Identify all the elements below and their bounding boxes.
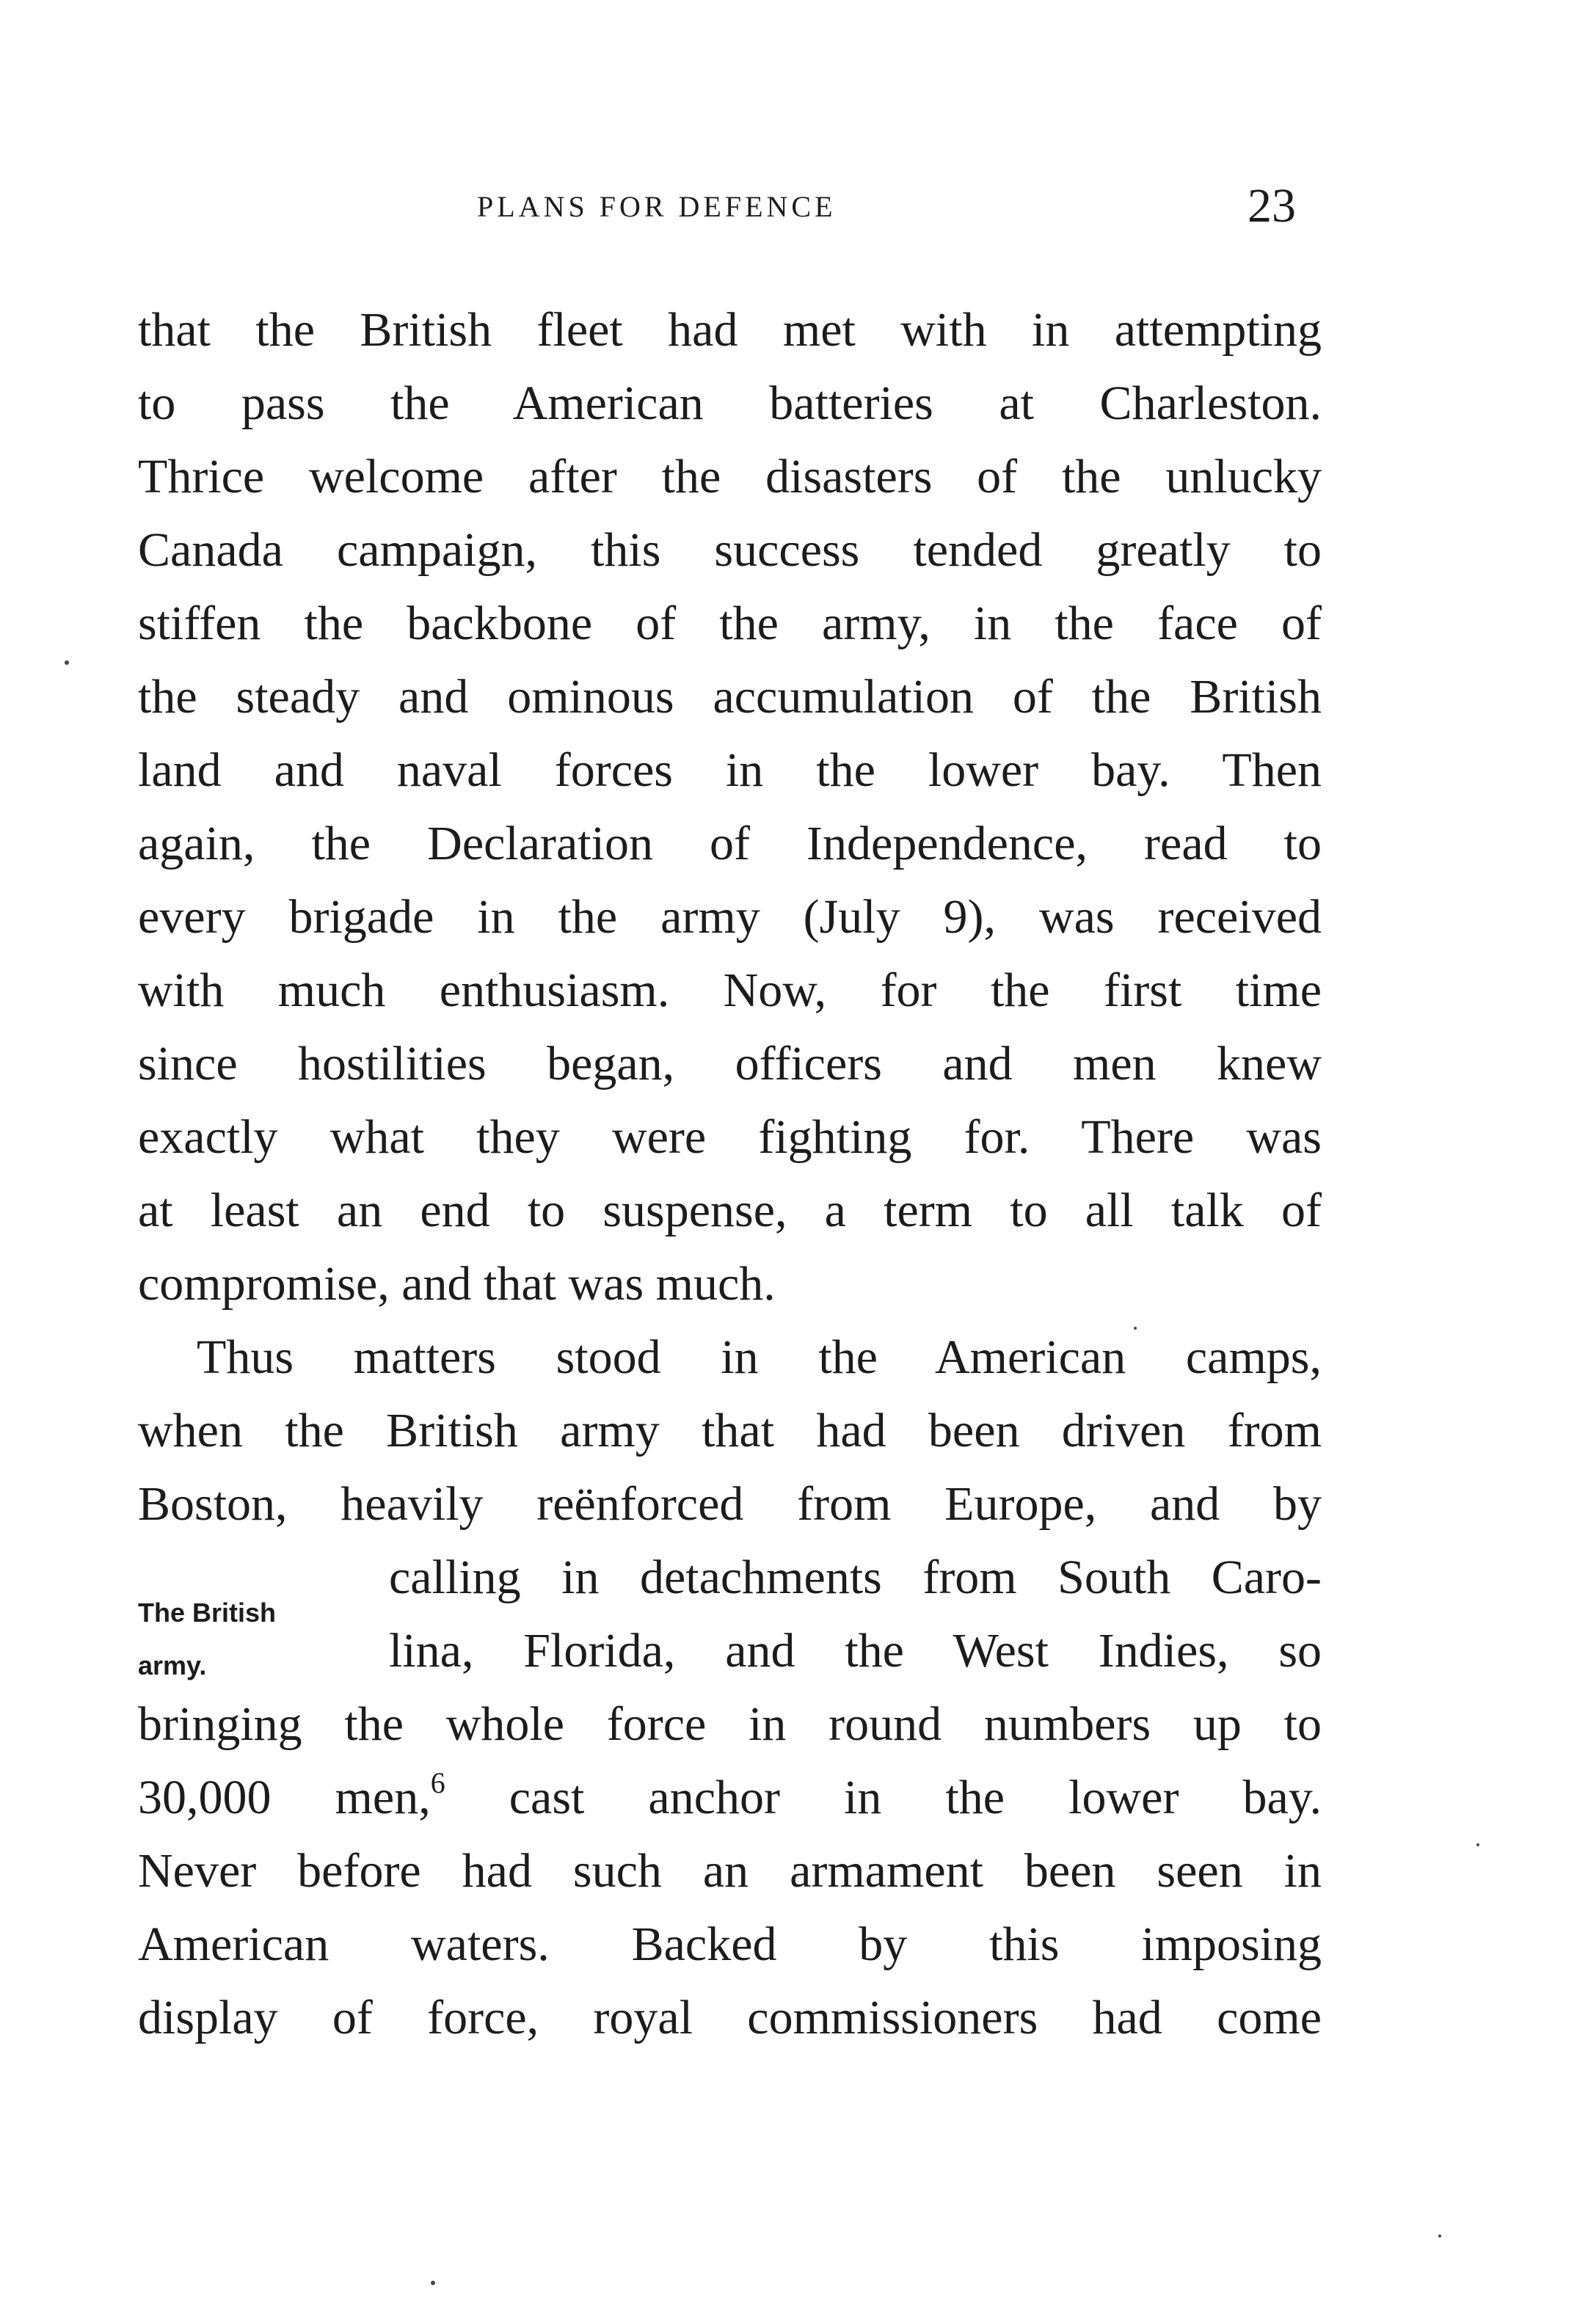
text-line: that the British fleet had met with in attempting (138, 303, 1322, 357)
scan-speck (1438, 2234, 1441, 2237)
text-line: Never before had such an armament been seen in (138, 1844, 1322, 1898)
scan-speck (431, 2281, 435, 2285)
text-line: Canada campaign, this success tended greatly to (138, 523, 1322, 577)
text-line: Thrice welcome after the disasters of the unlucky (138, 450, 1322, 503)
margin-note-line: army. (138, 1650, 207, 1680)
page-number: 23 (1248, 179, 1296, 233)
text-line: American waters. Backed by this imposing (138, 1917, 1322, 1971)
text-fragment: cast anchor in the lower bay. (509, 1771, 1322, 1824)
text-line: Thus matters stood in the American camps, (197, 1330, 1322, 1384)
text-line: bringing the whole force in round numbers up to (138, 1697, 1322, 1751)
footnote-ref[interactable]: 6 (430, 1766, 445, 1799)
running-title: PLANS FOR DEFENCE (477, 190, 837, 223)
text-line: at least an end to suspense, a term to all talk of (138, 1184, 1322, 1237)
text-line: the steady and ominous accumulation of the British (138, 670, 1322, 724)
text-line: display of force, royal commissioners had come (138, 1991, 1322, 2044)
text-line: land and naval forces in the lower bay. Then (138, 743, 1322, 797)
text-line: lina, Florida, and the West Indies, so (389, 1624, 1322, 1678)
scan-speck (1476, 1843, 1479, 1846)
text-line: every brigade in the army (July 9), was received (138, 890, 1322, 944)
text-line-with-footnote (138, 1761, 1322, 1835)
text-line: again, the Declaration of Independence, read to (138, 817, 1322, 870)
text-line: since hostilities began, officers and men knew (138, 1037, 1322, 1090)
text-line: when the British army that had been driven from (138, 1404, 1322, 1457)
text-fragment: 30,000 men, (138, 1771, 431, 1824)
scan-speck (1134, 1327, 1137, 1330)
text-line: stiffen the backbone of the army, in the face of (138, 597, 1322, 650)
text-line: exactly what they were fighting for. There was (138, 1110, 1322, 1164)
text-line: Boston, heavily reënforced from Europe, and by (138, 1477, 1322, 1531)
text-line: compromise, and that was much. (138, 1257, 776, 1311)
text-line: calling in detachments from South Caro- (389, 1551, 1322, 1604)
scan-speck (65, 660, 69, 665)
text-line: to pass the American batteries at Charleston. (138, 376, 1322, 430)
margin-note-line: The British (138, 1598, 277, 1628)
text-line: with much enthusiasm. Now, for the first time (138, 964, 1322, 1017)
